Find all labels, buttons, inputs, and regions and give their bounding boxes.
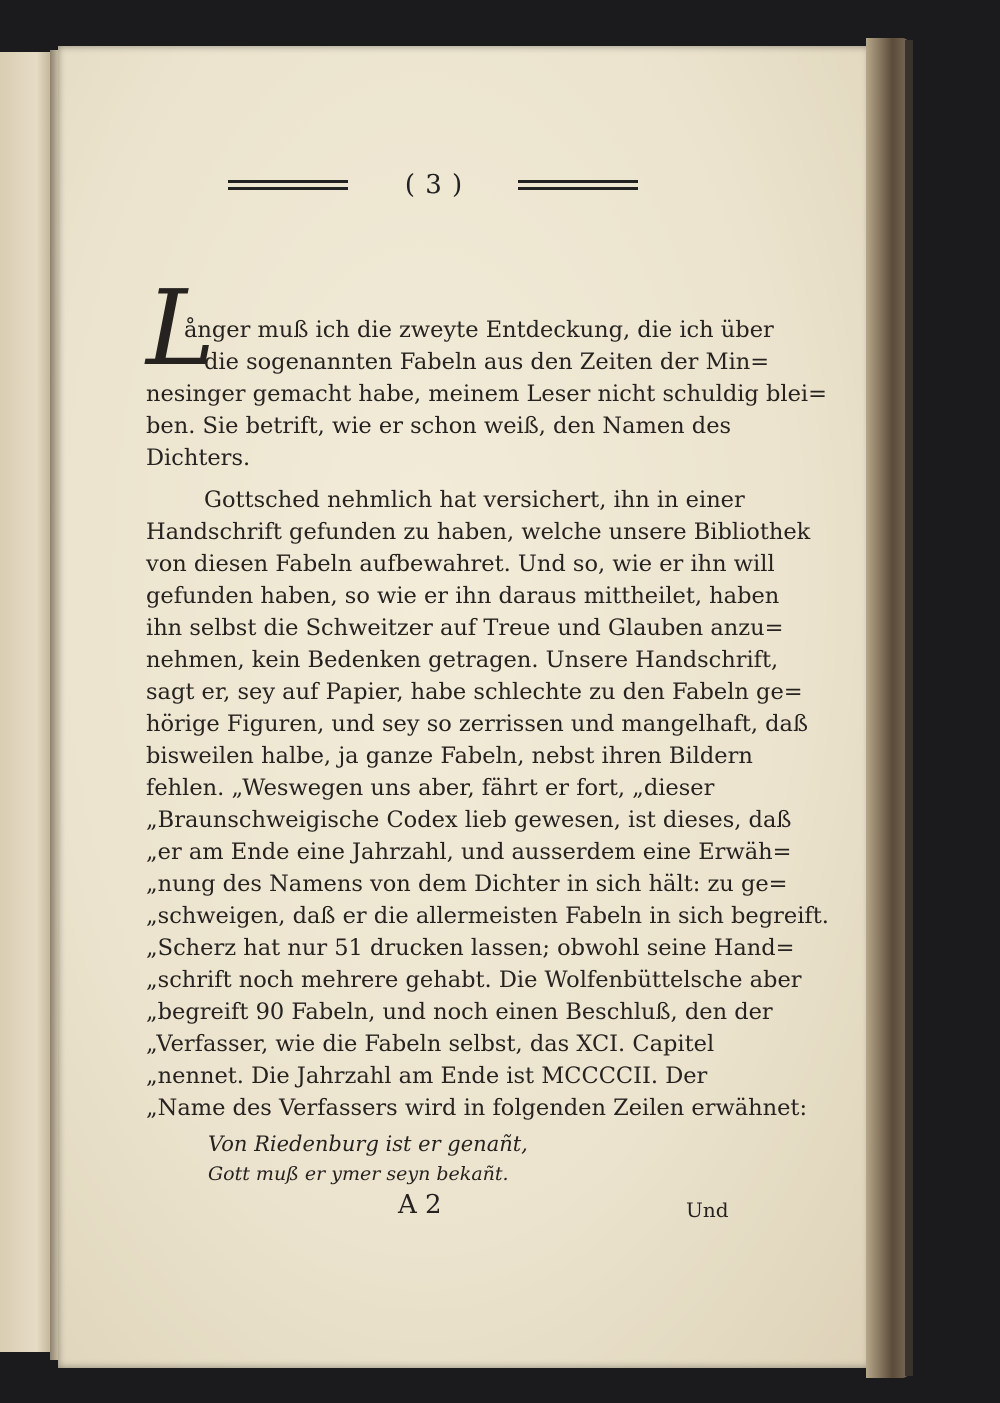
text-line: ihn selbst die Schweitzer auf Treue und Glauben anzu= [146, 615, 784, 641]
catchword: Und [686, 1198, 729, 1222]
text-line: fehlen. „Weswegen uns aber, fährt er fort, „dieser [146, 775, 715, 801]
running-head [228, 172, 640, 202]
text-line: „schrift noch mehrere gehabt. Die Wolfenbüttelsche aber [146, 967, 802, 993]
text-line: die sogenannten Fabeln aus den Zeiten der Min= [204, 349, 770, 375]
text-line: Dichters. [146, 445, 251, 471]
text-line: „Name des Verfassers wird in folgenden Zeilen erwähnet: [146, 1095, 808, 1121]
text-line: Gottsched nehmlich hat versichert, ihn in einer [204, 487, 745, 513]
text-line: sagt er, sey auf Papier, habe schlechte zu den Fabeln ge= [146, 679, 803, 705]
text-line: „Verfasser, wie die Fabeln selbst, das XCI. Capitel [146, 1031, 715, 1057]
signature-mark: A 2 [398, 1190, 442, 1220]
text-line: „schweigen, daß er die allermeisten Fabeln in sich begreift. [146, 903, 829, 929]
text-line: „nennet. Die Jahrzahl am Ende ist MCCCCII. Der [146, 1063, 708, 1089]
text-line: „Scherz hat nur 51 drucken lassen; obwohl seine Hand= [146, 935, 795, 961]
drop-cap-initial: L [146, 267, 216, 389]
verse-line: Gott muß er ymer seyn bekañt. [208, 1163, 509, 1185]
text-line: „nung des Namens von dem Dichter in sich hält: zu ge= [146, 871, 788, 897]
verse-line: Von Riedenburg ist er genañt, [208, 1132, 528, 1156]
text-line: hörige Figuren, und sey so zerrissen und mangelhaft, daß [146, 711, 808, 737]
text-line: nesinger gemacht habe, meinem Leser nicht schuldig blei= [146, 381, 827, 407]
text-line: „Braunschweigische Codex lieb gewesen, ist dieses, daß [146, 807, 792, 833]
text-line: „er am Ende eine Jahrzahl, und ausserdem eine Erwäh= [146, 839, 792, 865]
text-line: Handschrift gefunden zu haben, welche unsere Bibliothek [146, 519, 811, 545]
head-rule-right [518, 180, 638, 190]
text-line: „begreift 90 Fabeln, und noch einen Beschluß, den der [146, 999, 773, 1025]
head-rule-left [228, 180, 348, 190]
text-line: ånger muß ich die zweyte Entdeckung, die ich über [184, 317, 774, 343]
text-line: bisweilen halbe, ja ganze Fabeln, nebst ihren Bildern [146, 743, 753, 769]
page-number: ( 3 ) [404, 170, 464, 200]
book-cover-edge [905, 40, 913, 1376]
text-line: gefunden haben, so wie er ihn daraus mittheilet, haben [146, 583, 780, 609]
text-line: von diesen Fabeln aufbewahret. Und so, wie er ihn will [146, 551, 775, 577]
facing-page-edge [0, 52, 52, 1352]
book-spine [866, 38, 910, 1378]
text-line: nehmen, kein Bedenken getragen. Unsere Handschrift, [146, 647, 779, 673]
text-line: ben. Sie betrift, wie er schon weiß, den Namen des [146, 413, 732, 439]
